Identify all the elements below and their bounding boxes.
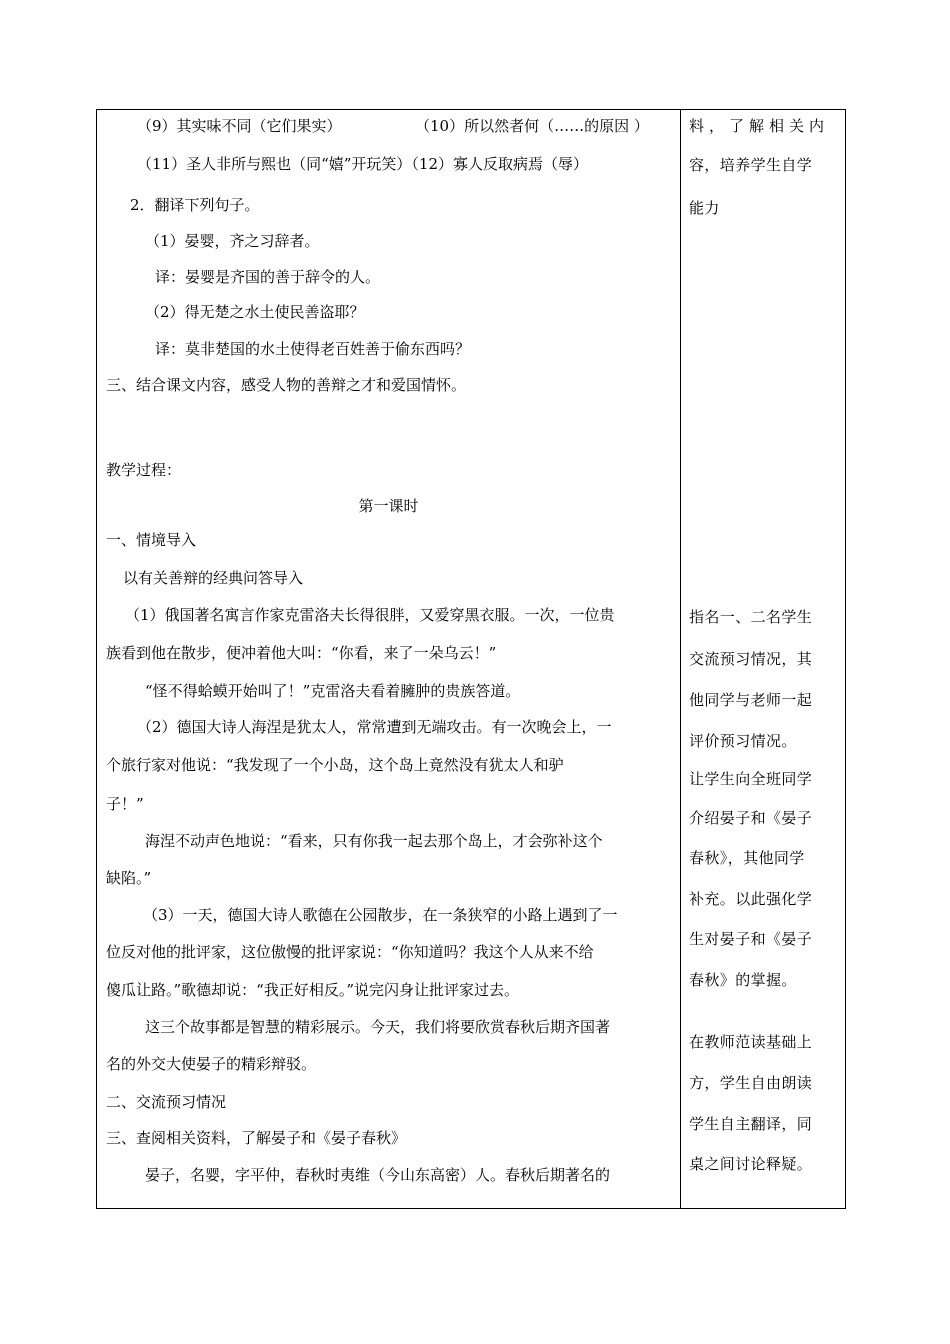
- story-2-line-2: 个旅行家对他说：“我发现了一个小岛，这个岛上竟然没有犹太人和驴: [106, 756, 564, 774]
- note-2-line-2: 交流预习情况，其: [689, 650, 813, 668]
- goal-3: 三、结合课文内容，感受人物的善辩之才和爱国情怀。: [106, 376, 467, 394]
- vocab-line-11-12: （11）圣人非所与熙也（同“嬉”开玩笑）（12）寡人反取病焉（辱）: [137, 155, 589, 173]
- story-2-line-3: 子！”: [106, 795, 144, 813]
- story-1-line-1: （1）俄国著名寓言作家克雷洛夫长得很胖，又爱穿黑衣服。一次，一位贵: [125, 606, 615, 624]
- note-3-line-6: 春秋》的掌握。: [689, 971, 797, 989]
- translation-1: 译：晏婴是齐国的善于辞令的人。: [155, 268, 381, 286]
- lesson-plan-table: [96, 109, 846, 1209]
- note-3-line-3: 春秋》，其他同学: [689, 849, 805, 867]
- note-1-line-2: 容，培养学生自学: [689, 156, 813, 174]
- note-3-line-1: 让学生向全班同学: [689, 770, 813, 788]
- summary-line-1: 这三个故事都是智慧的精彩展示。今天，我们将要欣赏春秋后期齐国著: [145, 1018, 611, 1036]
- story-3-line-1: （3）一天，德国大诗人歌德在公园散步，在一条狭窄的小路上遇到了一: [143, 906, 618, 924]
- note-2-line-3: 他同学与老师一起: [689, 691, 813, 709]
- story-3-line-2: 位反对他的批评家，这位傲慢的批评家说：“你知道吗？我这个人从来不给: [106, 943, 594, 961]
- note-3-line-4: 补充。以此强化学: [689, 890, 813, 908]
- note-4-line-1: 在教师范读基础上: [689, 1033, 813, 1051]
- story-2-line-5: 缺陷。”: [106, 869, 152, 887]
- main-content-column: [97, 110, 680, 1208]
- story-2-line-1: （2）德国大诗人海涅是犹太人，常常遭到无端攻击。有一次晚会上，一: [137, 718, 612, 736]
- intro-line: 以有关善辩的经典问答导入: [123, 569, 304, 587]
- lesson-title: 第一课时: [358, 497, 419, 515]
- note-2-line-1: 指名一、二名学生: [689, 608, 813, 626]
- summary-line-2: 名的外交大使晏子的精彩辩驳。: [106, 1055, 317, 1073]
- process-heading: 教学过程：: [106, 461, 182, 479]
- vocab-line-10: （10）所以然者何（……的原因 ）: [415, 117, 649, 135]
- section-3-heading: 三、查阅相关资料，了解晏子和《晏子春秋》: [106, 1129, 407, 1147]
- notes-column: [681, 110, 845, 1208]
- section-1-heading: 一、情境导入: [106, 531, 197, 549]
- story-1-line-3: “怪不得蛤蟆开始叫了！”克雷洛夫看着臃肿的贵族答道。: [145, 682, 521, 700]
- sentence-2: （2）得无楚之水土使民善盗耶？: [145, 303, 365, 321]
- note-4-line-2: 方，学生自由朗读: [689, 1074, 813, 1092]
- translate-heading: 2．翻译下列句子。: [130, 196, 260, 214]
- story-2-line-4: 海涅不动声色地说：“看来，只有你我一起去那个岛上，才会弥补这个: [145, 832, 603, 850]
- note-1-line-1: 料，了解相关内: [689, 117, 830, 135]
- vocab-line-9: （9）其实味不同（它们果实）: [137, 117, 342, 135]
- note-3-line-2: 介绍晏子和《晏子: [689, 809, 813, 827]
- sentence-1: （1）晏婴，齐之习辞者。: [145, 232, 320, 250]
- note-1-line-3: 能力: [689, 199, 720, 217]
- note-4-line-4: 桌之间讨论释疑。: [689, 1155, 813, 1173]
- note-2-line-4: 评价预习情况。: [689, 732, 797, 750]
- story-1-line-2: 族看到他在散步，便冲着他大叫：“你看，来了一朵乌云！”: [106, 644, 497, 662]
- translation-2: 译：莫非楚国的水土使得老百姓善于偷东西吗？: [155, 340, 471, 358]
- note-3-line-5: 生对晏子和《晏子: [689, 930, 813, 948]
- note-4-line-3: 学生自主翻译，同: [689, 1115, 813, 1133]
- section-2-heading: 二、交流预习情况: [106, 1093, 227, 1111]
- yanzi-intro-line-1: 晏子，名婴，字平仲，春秋时夷维（今山东高密）人。春秋后期著名的: [145, 1166, 611, 1184]
- story-3-line-3: 傻瓜让路。”歌德却说：“我正好相反。”说完闪身让批评家过去。: [106, 981, 520, 999]
